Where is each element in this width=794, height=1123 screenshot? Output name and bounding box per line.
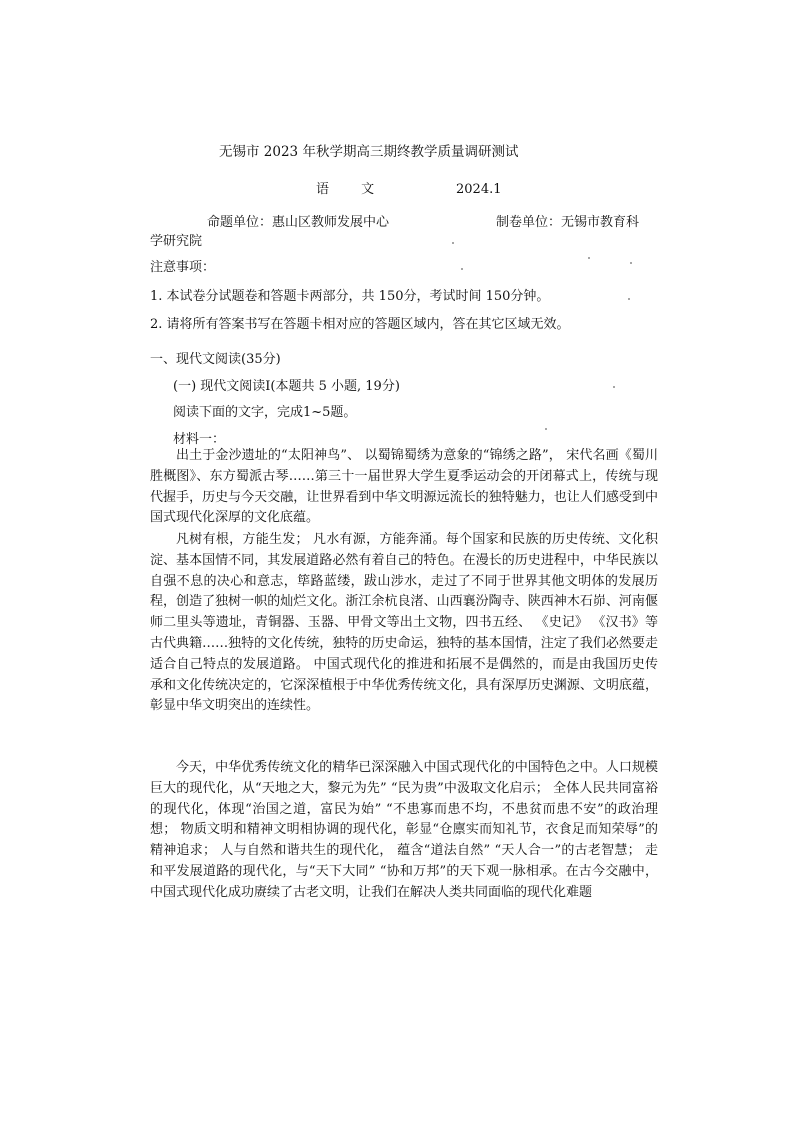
- scan-speck: [628, 298, 630, 300]
- material-paragraph: 今天，中华优秀传统文化的精华已深深融入中国式现代化的中国特色之中。人口规模巨大的现代化，从“天地之大，黎元为先” “民为贵”中汲取文化启示； 全体人民共同富裕的现代化，体现“治国之道，富民为始” “不患寡而患不均，不患贫而患不安”的政治理想； 物质文明和精神文明相协调的现代化，彰显“仓廪实而知礼节，衣食足而知荣辱”的精神追求； 人与自然和谐共生的现代化， 蕴含“道法自然” “天人合一”的古老智慧； 走和平发展道路的现代化，与“天下大同” “协和万邦”的天下观一脉相承。在古今交融中，中国式现代化成功赓续了古老文明，让我们在解决人类共同面临的现代化难题: [150, 760, 658, 900]
- question-setter-unit: 命题单位：惠山区教师发展中心: [207, 215, 390, 230]
- exam-date: 2024.1: [456, 182, 502, 197]
- material-paragraph: 出土于金沙遗址的“太阳神鸟”、 以蜀锦蜀绣为意象的“锦绣之路”， 宋代名画《蜀川胜概图》、东方蜀派古琴……第三十一届世界大学生夏季运动会的开闭幕式上，传统与现代握手，历史与今天交融，让世界看到中华文明源远流长的独特魅力，也让人们感受到中国式现代化深厚的文化底蕴。: [150, 448, 658, 526]
- scan-speck: [461, 268, 463, 270]
- exam-title: 无锡市 2023 年秋学期高三期终教学质量调研测试: [219, 144, 519, 160]
- material-label: 材料一：: [173, 432, 226, 447]
- subject-name: 语 文: [316, 182, 389, 197]
- scan-speck: [613, 386, 615, 388]
- note-item: 1. 本试卷分试题卷和答题卡两部分，共 150分，考试时间 150分钟。: [150, 289, 550, 304]
- scan-speck: [545, 428, 547, 430]
- paper-maker-unit: 制卷单位：无锡市教育科: [496, 215, 640, 230]
- scan-speck: [452, 242, 454, 244]
- paper-maker-unit-continued: 学研究院: [150, 234, 203, 249]
- material-paragraph: 凡树有根，方能生发； 凡水有源，方能奔涌。每个国家和民族的历史传统、文化积淀、基本国情不同，其发展道路必然有着自己的特色。在漫长的历史进程中，中华民族以自强不息的决心和意志，筚路蓝缕，跋山涉水，走过了不同于世界其他文明体的发展历程，创造了独树一帜的灿烂文化。浙江余杭良渚、山西襄汾陶寺、陕西神木石峁、河南偃师二里头等遗址，青铜器、玉器、甲骨文等出土文物，四书五经、 《史记》 《汉书》等古代典籍……独特的文化传统，独特的历史命运，独特的基本国情，注定了我们必然要走适合自己特点的发展道路。 中国式现代化的推进和拓展不是偶然的，而是由我国历史传承和文化传统决定的，它深深植根于中华优秀传统文化，具有深厚历史渊源、文明底蕴，彰显中华文明突出的连续性。: [150, 532, 658, 714]
- scan-speck: [588, 257, 590, 259]
- notes-heading: 注意事项：: [150, 260, 216, 275]
- reading-instruction: 阅读下面的文字，完成1~5题。: [173, 405, 357, 420]
- section-heading: 一、现代文阅读(35分): [150, 352, 281, 367]
- scan-speck: [630, 262, 632, 264]
- subsection-heading: (一) 现代文阅读Ⅰ(本题共 5 小题, 19分): [173, 379, 400, 394]
- note-item: 2. 请将所有答案书写在答题卡相对应的答题区域内，答在其它区域无效。: [150, 317, 570, 332]
